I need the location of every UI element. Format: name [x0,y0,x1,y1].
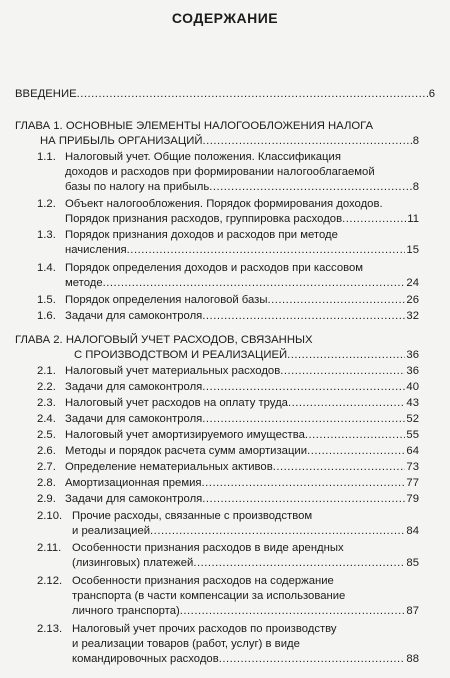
section-page: 55 [406,429,419,441]
chapter-2-page: 36 [406,349,419,361]
section-title-line: начисления [65,244,127,256]
section-title-line: и реализацией [72,525,151,537]
section-title-line: Порядок признания расходов, группировка расходов [65,213,343,225]
dot-leader [209,180,411,195]
dot-leader [180,604,406,619]
toc-item [65,180,419,195]
section-title-line: Методы и порядок расчета сумм амортизации [65,445,308,457]
toc-item [72,524,419,539]
dot-leader [202,476,406,491]
toc-item [65,309,419,324]
section-title-line: Амортизационная премия [65,477,202,489]
section-page: 43 [406,397,419,409]
section-page: 64 [406,445,419,457]
dot-leader [202,412,405,427]
section-title-line: Прочие расходы, связанные с производством [72,510,313,522]
dot-leader [342,212,406,227]
section-number: 1.3. [37,229,56,241]
toc-item [65,380,419,395]
toc-item [65,460,419,475]
dot-leader [280,364,405,379]
section-page: 73 [406,461,419,473]
section-title-line: транспорта (в части компенсации за использование [72,590,346,602]
dot-leader [273,460,406,475]
section-number: 2.7. [37,461,56,473]
section-page: 79 [406,493,419,505]
section-number: 2.3. [37,397,56,409]
section-title-line: Задачи для самоконтроля [65,413,203,425]
dot-leader [193,556,405,571]
dot-leader [219,652,406,667]
dot-leader [267,293,405,308]
section-title-line: Налоговый учет материальных расходов [65,365,281,377]
chapter-1-page: 8 [412,135,419,147]
section-number: 1.2. [37,198,56,210]
section-number: 2.4. [37,413,56,425]
section-number: 1.6. [37,310,56,322]
section-title-line: Задачи для самоконтроля [65,310,203,322]
section-number: 2.11. [37,542,62,554]
section-title-line: Порядок определения доходов и расходов при кассовом [65,262,364,274]
section-number: 2.12. [37,575,63,587]
section-page: 15 [406,244,419,256]
dot-leader [202,134,411,149]
section-page: 24 [406,277,419,289]
section-title-line: Налоговый учет прочих расходов по производству [72,623,337,635]
section-page: 84 [406,525,419,537]
dot-leader [307,444,405,459]
section-page: 88 [406,653,419,665]
dot-leader [202,492,405,507]
toc-item [72,604,419,619]
toc-intro [15,87,435,102]
section-number: 2.13. [37,623,63,635]
section-page: 36 [406,365,419,377]
section-page: 26 [406,294,419,306]
chapter-2-heading [74,348,419,363]
section-number: 2.10. [37,510,63,522]
chapter-2-title-line1: ГЛАВА 2. НАЛОГОВЫЙ УЧЕТ РАСХОДОВ, СВЯЗАННЫХ [15,334,313,346]
section-number: 2.1. [37,365,56,377]
section-page: 85 [406,557,419,569]
toc-item [65,212,419,227]
toc-item [72,556,419,571]
toc-item [65,243,419,258]
toc-intro-page: 6 [428,88,435,100]
section-page: 77 [406,477,419,489]
section-title-line: и реализации товаров (работ, услуг) в виде [72,638,300,650]
toc-item [65,276,419,291]
section-title-line: Особенности признания расходов на содержание [72,575,334,587]
toc-item [72,652,419,667]
dot-leader [127,243,406,258]
toc-item [65,364,419,379]
section-title-line: Особенности признания расходов в виде арендных [72,542,344,554]
toc-item [65,412,419,427]
section-number: 2.9. [37,493,56,505]
toc-item [65,396,419,411]
section-title-line: доходов и расходов при формировании налогооблагаемой [65,166,375,178]
dot-leader [305,428,406,443]
chapter-2-title-line2: С ПРОИЗВОДСТВОМ И РЕАЛИЗАЦИЕЙ [74,349,288,361]
section-page: 32 [406,310,419,322]
section-number: 2.2. [37,381,56,393]
section-page: 87 [406,605,419,617]
toc-item [65,293,419,308]
section-title-line: командировочных расходов [72,653,219,665]
section-number: 2.5. [37,429,56,441]
section-title-line: Налоговый учет расходов на оплату труда [65,397,288,409]
dot-leader [287,348,405,363]
section-title-line: базы по налогу на прибыль [65,181,210,193]
section-title-line: Порядок признания доходов и расходов при методе [65,229,338,241]
section-number: 2.8. [37,477,56,489]
toc-item [65,492,419,507]
section-number: 1.4. [37,262,56,274]
chapter-1-title-line2: НА ПРИБЫЛЬ ОРГАНИЗАЦИЙ [40,135,203,147]
section-number: 2.6. [37,445,56,457]
section-title-line: Налоговый учет амортизируемого имущества [65,429,305,441]
section-number: 1.5. [37,294,56,306]
section-page: 40 [406,381,419,393]
section-title-line: Задачи для самоконтроля [65,381,203,393]
page-title: СОДЕРЖАНИЕ [171,10,279,26]
toc-item [65,444,419,459]
section-title-line: Налоговый учет. Общие положения. Классификация [65,151,341,163]
toc-intro-label: ВВЕДЕНИЕ [15,88,77,100]
chapter-1-heading [40,134,419,149]
section-title-line: Определение нематериальных активов [65,461,273,473]
section-title-line: Порядок определения налоговой базы [65,294,268,306]
toc-item [65,476,419,491]
dot-leader [77,87,428,102]
section-title-line: личного транспорта) [72,605,180,617]
section-page: 8 [412,181,419,193]
dot-leader [288,396,405,411]
section-title-line: методе [65,277,103,289]
dot-leader [150,524,405,539]
section-number: 1.1. [37,151,56,163]
section-page: 11 [407,213,419,225]
dot-leader [202,380,405,395]
dot-leader [202,309,405,324]
toc-item [65,428,419,443]
section-title-line: (лизинговых) платежей [72,557,194,569]
chapter-1-title-line1: ГЛАВА 1. ОСНОВНЫЕ ЭЛЕМЕНТЫ НАЛОГООБЛОЖЕНИЯ НАЛОГА [15,120,374,132]
section-title-line: Задачи для самоконтроля [65,493,203,505]
section-page: 52 [406,413,419,425]
dot-leader [103,276,406,291]
section-title-line: Объект налогообложения. Порядок формирования доходов. [65,198,383,210]
